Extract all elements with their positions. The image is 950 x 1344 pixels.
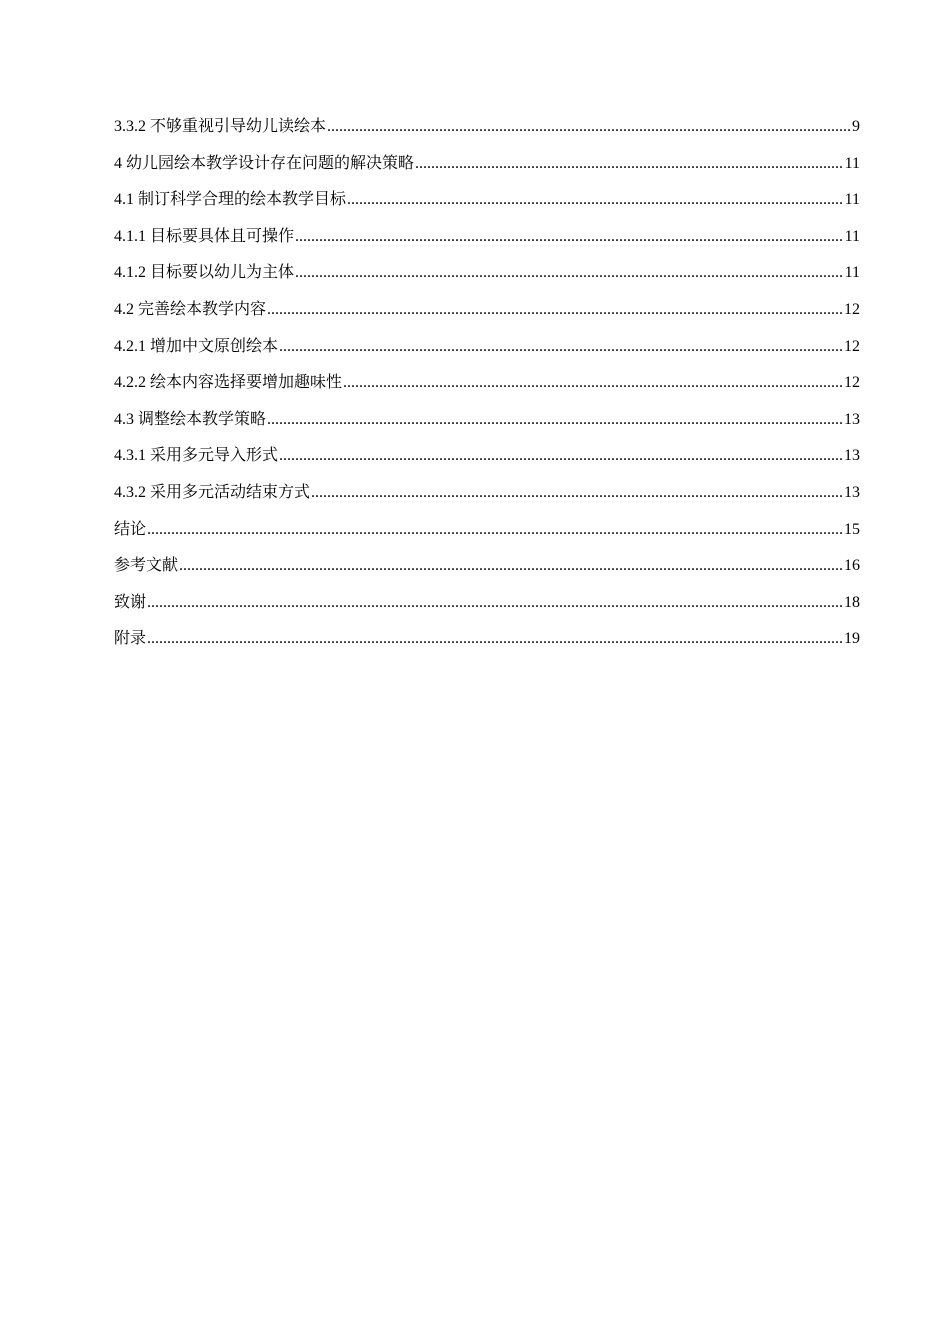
table-of-contents [114,115,860,664]
toc-entry[interactable] [114,518,860,555]
toc-entry-title: 4.3.1 采用多元导入形式 [114,447,279,465]
toc-entry[interactable] [114,335,860,372]
toc-entry-title: 3.3.2 不够重视引导幼儿读绘本 [114,118,327,135]
toc-entry-title: 参考文献 [114,557,179,575]
toc-entry[interactable] [114,152,860,189]
toc-entry[interactable] [114,115,860,152]
toc-entry-page: 11 [844,227,860,245]
toc-entry-page: 13 [844,410,860,428]
toc-entry-title: 结论 [114,520,147,538]
toc-entry-title: 4.2 完善绘本教学内容 [114,300,267,318]
dot-leader [279,444,843,468]
dot-leader [415,152,844,176]
toc-entry[interactable] [114,225,860,262]
toc-entry[interactable] [114,444,860,481]
toc-entry-title: 4.1.1 目标要具体且可操作 [114,227,295,245]
toc-entry-page: 13 [844,447,860,465]
dot-leader [347,188,844,212]
dot-leader [267,408,843,432]
toc-entry-page: 19 [844,630,860,648]
toc-entry-page: 12 [844,374,860,392]
toc-entry-page: 16 [844,557,860,575]
toc-entry[interactable] [114,371,860,408]
toc-entry-page: 11 [844,154,860,172]
dot-leader [279,335,843,359]
toc-entry-title: 致谢 [114,593,147,611]
toc-entry[interactable] [114,298,860,335]
toc-entry[interactable] [114,408,860,445]
toc-entry[interactable] [114,591,860,628]
dot-leader [343,371,843,395]
toc-entry-title: 4.3 调整绘本教学策略 [114,410,267,428]
toc-entry[interactable] [114,627,860,664]
toc-entry-title: 4.2.2 绘本内容选择要增加趣味性 [114,374,343,392]
toc-entry-title: 4 幼儿园绘本教学设计存在问题的解决策略 [114,154,415,172]
toc-entry-page: 12 [844,337,860,355]
dot-leader [147,591,843,615]
dot-leader [295,261,844,285]
toc-entry-page: 11 [844,191,860,209]
toc-entry-title: 4.1 制订科学合理的绘本教学目标 [114,191,347,209]
toc-entry-page: 13 [844,483,860,501]
dot-leader [327,115,851,139]
dot-leader [147,518,843,542]
toc-entry-page: 15 [844,520,860,538]
toc-entry[interactable] [114,188,860,225]
dot-leader [267,298,843,322]
dot-leader [311,481,843,505]
toc-entry[interactable] [114,261,860,298]
toc-entry-title: 4.2.1 增加中文原创绘本 [114,337,279,355]
toc-entry[interactable] [114,554,860,591]
toc-entry-page: 11 [844,264,860,282]
toc-entry-title: 附录 [114,630,147,648]
toc-entry-page: 12 [844,300,860,318]
toc-entry-page: 18 [844,593,860,611]
dot-leader [295,225,844,249]
toc-entry-page: 9 [852,118,860,135]
toc-entry-title: 4.3.2 采用多元活动结束方式 [114,483,311,501]
toc-entry-title: 4.1.2 目标要以幼儿为主体 [114,264,295,282]
dot-leader [147,627,843,651]
dot-leader [179,554,843,578]
toc-entry[interactable] [114,481,860,518]
